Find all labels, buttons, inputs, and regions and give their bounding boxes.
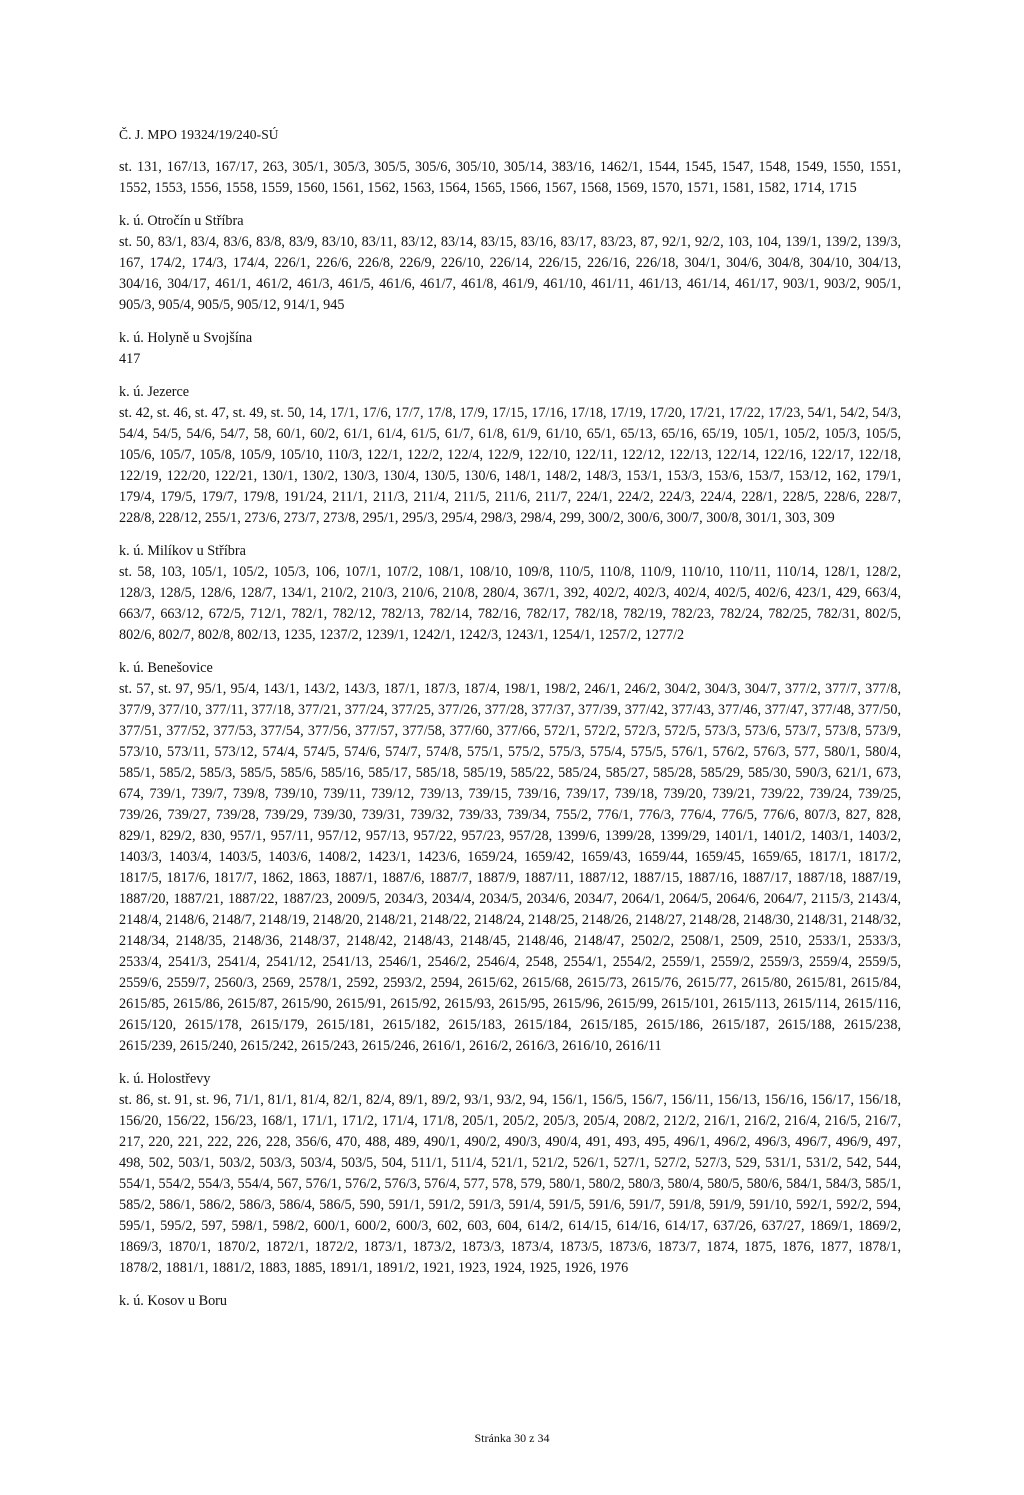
parcel-list: st. 57, st. 97, 95/1, 95/4, 143/1, 143/2, 143/3, 187/1, 187/3, 187/4, 198/1, 198/2, 246/1, 246/2, 304/2, 304/3, 304/7, 377/2, 377/7, 377/8, 377/9, 377/10, 377/11, 377/18, 377/21, 377/24, 377/25, 377/26, 377/28, 377/37, 377/39, 377/42, 377/43, 377/46, 377/47, 377/48, 377/50, 377/51, 377/52, 377/53, 377/54, 377/56, 377/57, 377/58, 377/60, 377/66, 572/1, 572/2, 572/3, 572/5, 573/3, 573/6, 573/7, 573/8, 573/9, 573/10, 573/11, 573/12, 574/4, 574/5, 574/6, 574/7, 574/8, 575/1, 575/2, 575/3, 575/4, 575/5, 576/1, 576/2, 576/3, 577, 580/1, 580/4, 585/1, 585/2, 585/3, 585/5, 585/6, 585/16, 585/17, 585/18, 585/19, 585/22, 585/24, 585/27, 585/28, 585/29, 585/30, 590/3, 621/1, 673, 674, 739/1, 739/7, 739/8, 739/10, 739/11, 739/12, 739/13, 739/15, 739/16, 739/17, 739/18, 739/20, 739/21, 739/22, 739/24, 739/25, 739/26, 739/27, 739/28, 739/29, 739/30, 739/31, 739/32, 739/33, 739/34, 755/2, 776/1, 776/3, 776/4, 776/5, 776/6, 807/3, 827, 828, 829/1, 829/2, 830, 957/1, 957/11, 957/12, 957/13, 957/22, 957/23, 957/28, 1399/6, 1399/28, 1399/29, 1401/1, 1401/2, 1403/1, 1403/2, 1403/3, 1403/4, 1403/5, 1403/6, 1408/2, 1423/1, 1423/6, 1659/24, 1659/42, 1659/43, 1659/44, 1659/45, 1659/65, 1817/1, 1817/2, 1817/5, 1817/6, 1817/7, 1862, 1863, 1887/1, 1887/6, 1887/7, 1887/9, 1887/11, 1887/12, 1887/15, 1887/16, 1887/17, 1887/18, 1887/19, 1887/20, 1887/21, 1887/22, 1887/23, 2009/5, 2034/3, 2034/4, 2034/5, 2034/6, 2034/7, 2064/1, 2064/5, 2064/6, 2064/7, 2115/3, 2143/4, 2148/4, 2148/6, 2148/7, 2148/19, 2148/20, 2148/21, 2148/22, 2148/24, 2148/25, 2148/26, 2148/27, 2148/28, 2148/30, 2148/31, 2148/32, 2148/34, 2148/35, 2148/36, 2148/37, 2148/42, 2148/43, 2148/45, 2148/46, 2148/47, 2502/2, 2508/1, 2509, 2510, 2533/1, 2533/3, 2533/4, 2541/3, 2541/4, 2541/12, 2541/13, 2546/1, 2546/2, 2546/4, 2548, 2554/1, 2554/2, 2559/1, 2559/2, 2559/3, 2559/4, 2559/5, 2559/6, 2559/7, 2560/3, 2569, 2578/1, 2592, 2593/2, 2594, 2615/62, 2615/68, 2615/73, 2615/76, 2615/77, 2615/80, 2615/81, 2615/84, 2615/85, 2615/86, 2615/87, 2615/90, 2615/91, 2615/92, 2615/93, 2615/95, 2615/96, 2615/99, 2615/101, 2615/113, 2615/114, 2615/116, 2615/120, 2615/178, 2615/179, 2615/181, 2615/182, 2615/183, 2615/184, 2615/185, 2615/186, 2615/187, 2615/188, 2615/238, 2615/239, 2615/240, 2615/242, 2615/243, 2615/246, 2616/1, 2616/2, 2616/3, 2616/10, 2616/11 <box>119 681 901 1054</box>
document-reference: Č. J. MPO 19324/19/240-SÚ <box>119 127 279 142</box>
page-number: Stránka 30 z 34 <box>474 1431 550 1445</box>
parcel-list: st. 42, st. 46, st. 47, st. 49, st. 50, 14, 17/1, 17/6, 17/7, 17/8, 17/9, 17/15, 17/16, 17/18, 17/19, 17/20, 17/21, 17/22, 17/23, 54/1, 54/2, 54/3, 54/4, 54/5, 54/6, 54/7, 58, 60/1, 60/2, 61/1, 61/4, 61/5, 61/7, 61/8, 61/9, 61/10, 65/1, 65/13, 65/16, 65/19, 105/1, 105/2, 105/3, 105/5, 105/6, 105/7, 105/8, 105/9, 105/10, 110/3, 122/1, 122/2, 122/4, 122/9, 122/10, 122/11, 122/12, 122/13, 122/14, 122/16, 122/17, 122/18, 122/19, 122/20, 122/21, 130/1, 130/2, 130/3, 130/4, 130/5, 130/6, 148/1, 148/2, 148/3, 153/1, 153/3, 153/6, 153/7, 153/12, 162, 179/1, 179/4, 179/5, 179/7, 179/8, 191/24, 211/1, 211/3, 211/4, 211/5, 211/6, 211/7, 224/1, 224/2, 224/3, 224/4, 228/1, 228/5, 228/6, 228/7, 228/8, 228/12, 255/1, 273/6, 273/7, 273/8, 295/1, 295/3, 295/4, 298/3, 298/4, 299, 300/2, 300/6, 300/7, 300/8, 301/1, 303, 309 <box>119 405 901 526</box>
cadastral-area-title: k. ú. Jezerce <box>119 384 190 400</box>
parcel-list: st. 131, 167/13, 167/17, 263, 305/1, 305/3, 305/5, 305/6, 305/10, 305/14, 383/16, 1462/1, 1544, 1545, 1547, 1548, 1549, 1550, 1551, 1552, 1553, 1556, 1558, 1559, 1560, 1561, 1562, 1563, 1564, 1565, 1566, 1567, 1568, 1569, 1570, 1571, 1581, 1582, 1714, 1715 <box>119 159 901 196</box>
parcel-list: st. 50, 83/1, 83/4, 83/6, 83/8, 83/9, 83/10, 83/11, 83/12, 83/14, 83/15, 83/16, 83/17, 83/23, 87, 92/1, 92/2, 103, 104, 139/1, 139/2, 139/3, 167, 174/2, 174/3, 174/4, 226/1, 226/6, 226/8, 226/9, 226/10, 226/14, 226/15, 226/16, 226/18, 304/1, 304/6, 304/8, 304/10, 304/13, 304/16, 304/17, 461/1, 461/2, 461/3, 461/5, 461/6, 461/7, 461/8, 461/9, 461/10, 461/11, 461/13, 461/14, 461/17, 903/1, 903/2, 905/1, 905/3, 905/4, 905/5, 905/12, 914/1, 945 <box>119 234 901 313</box>
cadastral-area-title: k. ú. Benešovice <box>119 660 213 676</box>
cadastral-area-title: k. ú. Milíkov u Stříbra <box>119 543 246 559</box>
parcel-list: st. 86, st. 91, st. 96, 71/1, 81/1, 81/4, 82/1, 82/4, 89/1, 89/2, 93/1, 93/2, 94, 156/1, 156/5, 156/7, 156/11, 156/13, 156/16, 156/17, 156/18, 156/20, 156/22, 156/23, 168/1, 171/1, 171/2, 171/4, 171/8, 205/1, 205/2, 205/3, 205/4, 208/2, 212/2, 216/1, 216/2, 216/4, 216/5, 216/7, 217, 220, 221, 222, 226, 228, 356/6, 470, 488, 489, 490/1, 490/2, 490/3, 490/4, 491, 493, 495, 496/1, 496/2, 496/3, 496/7, 496/9, 497, 498, 502, 503/1, 503/2, 503/3, 503/4, 503/5, 504, 511/1, 511/4, 521/1, 521/2, 526/1, 527/1, 527/2, 527/3, 529, 531/1, 531/2, 542, 544, 554/1, 554/2, 554/3, 554/4, 567, 576/1, 576/2, 576/3, 576/4, 577, 578, 579, 580/1, 580/2, 580/3, 580/4, 580/5, 580/6, 584/1, 584/3, 585/1, 585/2, 586/1, 586/2, 586/3, 586/4, 586/5, 590, 591/1, 591/2, 591/3, 591/4, 591/5, 591/6, 591/7, 591/8, 591/9, 591/10, 592/1, 592/2, 594, 595/1, 595/2, 597, 598/1, 598/2, 600/1, 600/2, 600/3, 602, 603, 604, 614/2, 614/15, 614/16, 614/17, 637/26, 637/27, 1869/1, 1869/2, 1869/3, 1870/1, 1870/2, 1872/1, 1872/2, 1873/1, 1873/2, 1873/3, 1873/4, 1873/5, 1873/6, 1873/7, 1874, 1875, 1876, 1877, 1878/1, 1878/2, 1881/1, 1881/2, 1883, 1885, 1891/1, 1891/2, 1921, 1923, 1924, 1925, 1926, 1976 <box>119 1092 901 1276</box>
cadastral-area-title: k. ú. Holyně u Svojšína <box>119 330 253 346</box>
cadastral-area-title: k. ú. Otročín u Stříbra <box>119 213 244 229</box>
cadastral-area-title: k. ú. Kosov u Boru <box>119 1293 227 1309</box>
cadastral-area-title: k. ú. Holostřevy <box>119 1071 211 1087</box>
parcel-list: st. 58, 103, 105/1, 105/2, 105/3, 106, 107/1, 107/2, 108/1, 108/10, 109/8, 110/5, 110/8, 110/9, 110/10, 110/11, 110/14, 128/1, 128/2, 128/3, 128/5, 128/6, 128/7, 134/1, 210/2, 210/3, 210/6, 210/8, 280/4, 367/1, 392, 402/2, 402/3, 402/4, 402/5, 402/6, 423/1, 429, 663/4, 663/7, 663/12, 672/5, 712/1, 782/1, 782/12, 782/13, 782/14, 782/16, 782/17, 782/18, 782/19, 782/23, 782/24, 782/25, 782/31, 802/5, 802/6, 802/7, 802/8, 802/13, 1235, 1237/2, 1239/1, 1242/1, 1242/3, 1243/1, 1254/1, 1257/2, 1277/2 <box>119 564 901 643</box>
document-body <box>119 157 901 1312</box>
parcel-list: 417 <box>119 351 141 367</box>
